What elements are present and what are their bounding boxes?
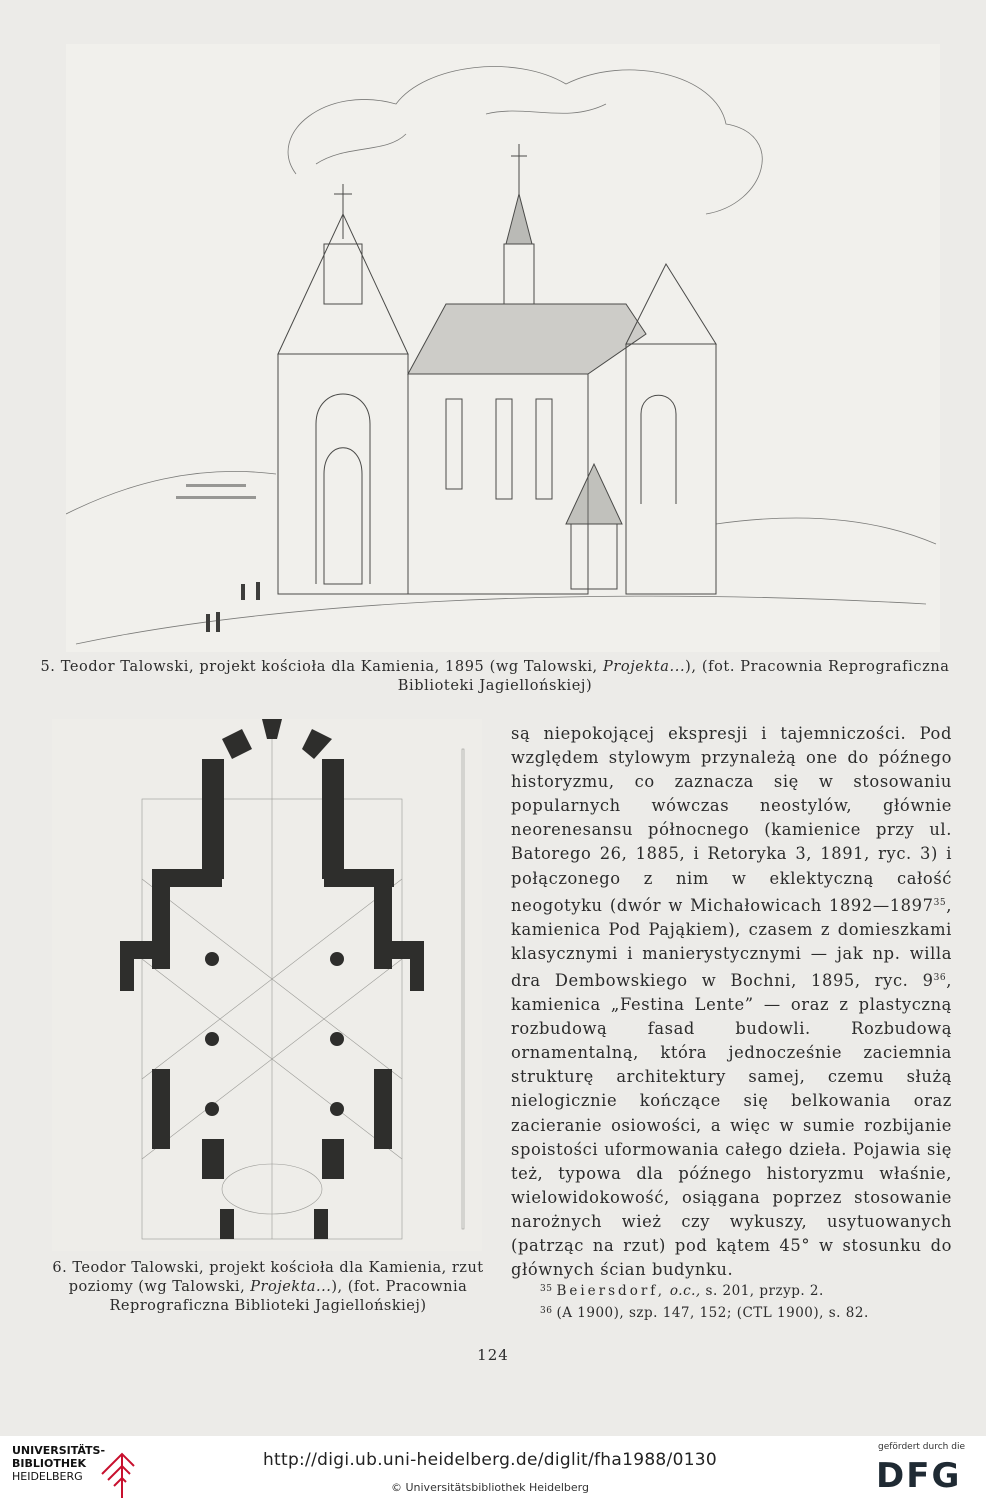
body-text-column <box>511 722 952 1282</box>
university-library-logo[interactable] <box>12 1444 142 1500</box>
footnote-ref-35: 35 <box>933 897 947 908</box>
footnote-35 <box>540 1279 960 1301</box>
figure-6-floor-plan <box>52 719 482 1251</box>
footnote-ref-36: 36 <box>933 972 947 983</box>
footnotes <box>540 1279 960 1323</box>
page-url-link[interactable]: http://digi.ub.uni-heidelberg.de/diglit/fha1988/0130 <box>262 1450 718 1470</box>
caption-text-end: ), (fot. Pracownia Reprograficzna Biblioteki Jagiellońskiej) <box>397 659 950 694</box>
footnote-number: 35 <box>540 1284 553 1294</box>
funding-label: gefördert durch die <box>878 1442 965 1452</box>
dfg-logo[interactable]: DFG <box>876 1456 962 1496</box>
copyright-notice: © Universitätsbibliothek Heidelberg <box>390 1481 589 1494</box>
figure-6-caption <box>48 1259 488 1316</box>
footnote-author: Beiersdorf, <box>556 1283 666 1299</box>
body-text-part-2: , kamienica Pod Pająkiem), czasem z domieszkami klasycznymi i manierystycznymi — jak np. willa dra Dembowskiego w Bochni, 1895, ryc. 9 <box>511 895 952 990</box>
body-text-part-3: , kamienica „Festina Lente” — oraz z plastyczną rozbudową fasad budowli. Rozbudową ornamentalną, która jednocześnie zaciemnia strukturę architektury samej, czemu służą nielogicznie kończące się belkowania oraz zacieranie osiowości, a więc w sumie rozbijanie spoistości uformowania całego dzieła. Pojawia się też, typowa dla późnego historyzmu właśnie, wielowidokowość, osiągana poprzez stosowanie narożnych wież czy wykuszy, usytuowanych (patrząc na rzut) pod kątem 45° w stosunku do głównych ścian budynku. <box>511 970 952 1280</box>
page-number: 124 <box>477 1346 509 1364</box>
caption-text: 6. Teodor Talowski, projekt kościoła dla Kamienia, rzut poziomy (wg Talowski, <box>52 1260 484 1295</box>
figure-5-caption <box>30 658 960 696</box>
library-name <box>12 1444 105 1483</box>
footnote-rest: (A 1900), szp. 147, 152; (CTL 1900), s. 82. <box>556 1305 869 1321</box>
footnote-ref: o.c., <box>669 1283 701 1299</box>
library-name-line-3: HEIDELBERG <box>12 1470 83 1483</box>
caption-italic-title: Projekta... <box>602 659 686 675</box>
figure-5-church-drawing <box>66 44 940 652</box>
library-name-line-2: BIBLIOTHEK <box>12 1457 87 1470</box>
viewer-footer <box>0 1436 986 1506</box>
caption-text: 5. Teodor Talowski, projekt kościoła dla Kamienia, 1895 (wg Talowski, <box>40 659 603 675</box>
caption-italic-title: Projekta... <box>250 1279 332 1295</box>
caption-text-end: ), (fot. Pracownia Reprograficzna Biblioteki Jagiellońskiej) <box>109 1279 468 1314</box>
footnote-number: 36 <box>540 1306 553 1316</box>
footnote-36 <box>540 1301 960 1323</box>
library-mark-icon <box>98 1444 138 1500</box>
footnote-rest: s. 201, przyp. 2. <box>705 1283 824 1299</box>
library-name-line-1: UNIVERSITÄTS- <box>12 1444 106 1457</box>
body-paragraph <box>511 722 952 1282</box>
body-text-part-1: są niepokojącej ekspresji i tajemniczości. Pod względem stylowym przynależą one do późnego historyzmu, co zaznacza się w stosowaniu popularnych wówczas neostylów, głównie neorenesansu północnego (kamienice przy ul. Batorego 26, 1885, i Retoryka 3, 1891, ryc. 3) i połączonego z nim w eklektyczną całość neogotyku (dwór w Michałowicach 1892—1897 <box>511 724 952 915</box>
